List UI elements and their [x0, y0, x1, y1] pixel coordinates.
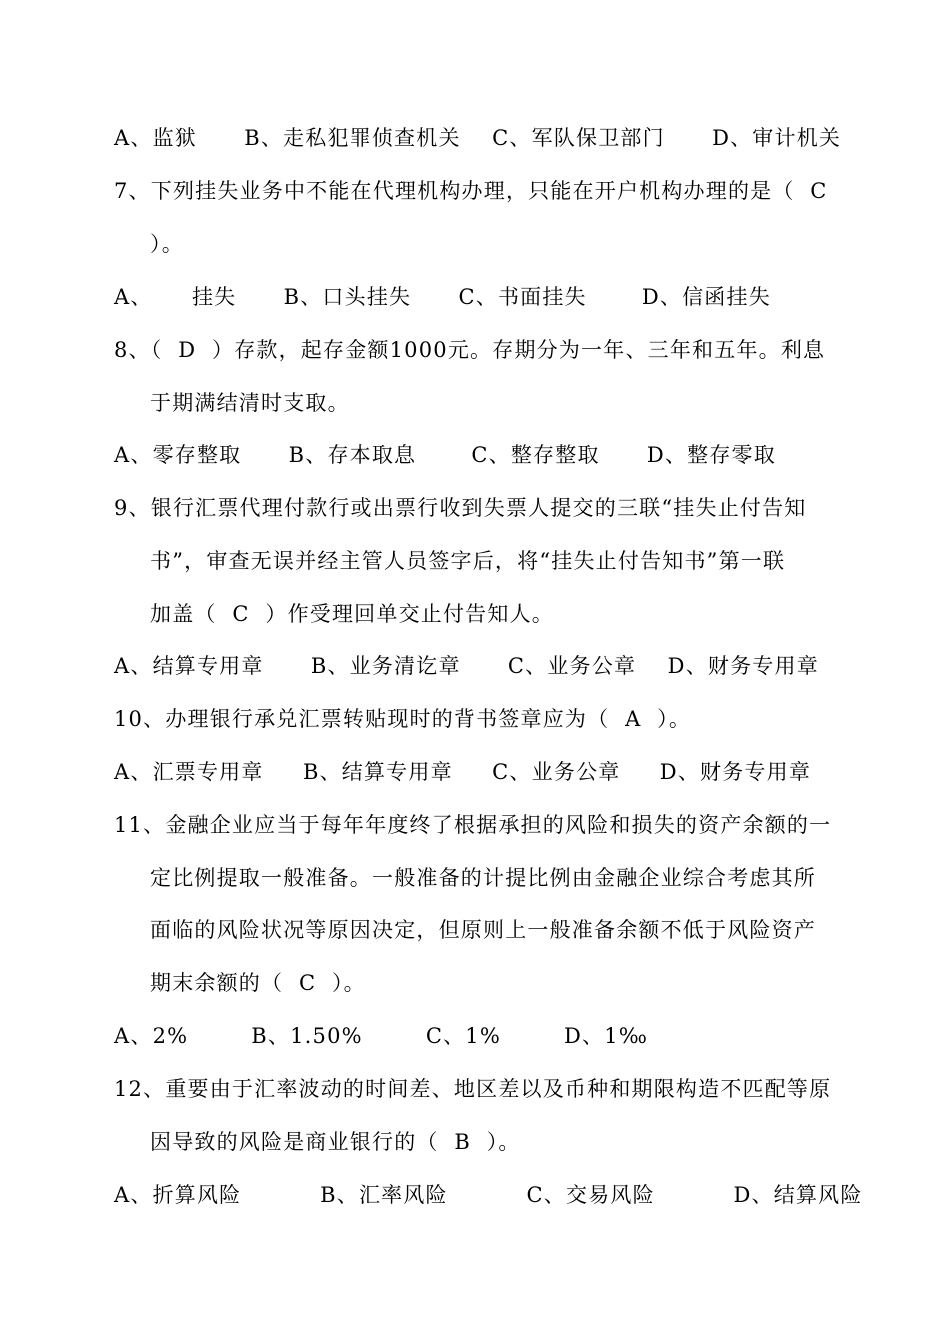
q7-question: 7、下列挂失业务中不能在代理机构办理，只能在开户机构办理的是（ C: [114, 179, 828, 203]
q11-question-cont-1: 定比例提取一般准备。一般准备的计提比例由金融企业综合考虑其所: [150, 866, 816, 890]
q12-options: A、折算风险 B、汇率风险 C、交易风险 D、结算风险: [114, 1183, 863, 1207]
q11-question-cont-2: 面临的风险状况等原因决定，但原则上一般准备余额不低于风险资产: [150, 918, 816, 942]
q11-options: A、2% B、1.50% C、1% D、1‰: [114, 1024, 649, 1048]
q8-question: 8、（ D ）存款，起存金额1000元。存期分为一年、三年和五年。利息: [114, 338, 826, 362]
q6-options: A、监狱 B、走私犯罪侦查机关 C、军队保卫部门 D、审计机关: [114, 126, 842, 150]
q9-question-cont-1: 书”，审查无误并经主管人员签字后，将“挂失止付告知书”第一联: [150, 549, 786, 573]
q12-question-cont: 因导致的风险是商业银行的（ B ）。: [150, 1130, 521, 1154]
q7-options: A、 挂失 B、口头挂失 C、书面挂失 D、信函挂失: [114, 285, 771, 309]
q8-options: A、零存整取 B、存本取息 C、整存整取 D、整存零取: [114, 443, 776, 467]
q8-question-cont: 于期满结清时支取。: [150, 391, 350, 415]
q10-options: A、汇票专用章 B、结算专用章 C、业务公章 D、财务专用章: [114, 760, 812, 784]
q11-question-cont-3: 期末余额的（ C ）。: [150, 971, 366, 995]
q12-question: 12、重要由于汇率波动的时间差、地区差以及币种和期限构造不匹配等原: [114, 1077, 832, 1101]
q10-question: 10、办理银行承兑汇票转贴现时的背书签章应为（ A ）。: [114, 707, 692, 731]
q9-options: A、结算专用章 B、业务清讫章 C、业务公章 D、财务专用章: [114, 654, 819, 678]
q7-question-cont: ）。: [150, 232, 184, 256]
q9-question-cont-2: 加盖（ C ）作受理回单交止付告知人。: [150, 602, 554, 626]
q9-question: 9、银行汇票代理付款行或出票行收到失票人提交的三联“挂失止付告知: [114, 496, 807, 520]
q11-question: 11、金融企业应当于每年年度终了根据承担的风险和损失的资产余额的一: [114, 813, 832, 837]
